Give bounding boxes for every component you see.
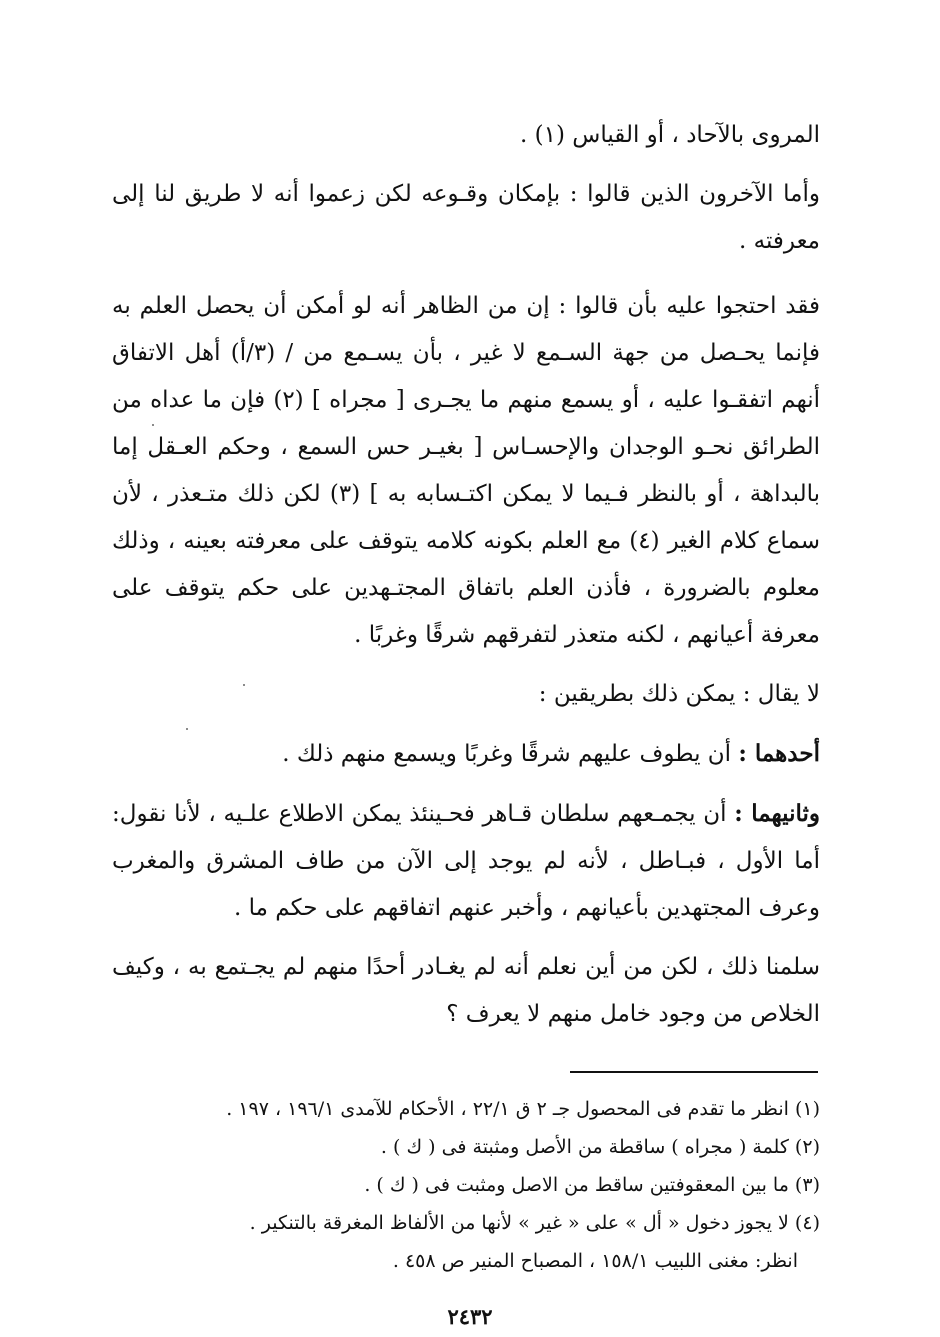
scan-speck	[186, 728, 188, 730]
scan-speck	[243, 684, 245, 686]
paragraph-7: سلمنا ذلك ، لكن من أين نعلم أنه لم يغـادر أحدًا منهم لم يجـتمع به ، وكيف الخلاص من وجود خامل منهم لا يعرف ؟	[112, 954, 820, 1027]
footnote-3: (٣) ما بين المعقوفتين ساقط من الاصل ومثبت فى ( ك ) .	[364, 1174, 820, 1196]
footnote-4: (٤) لا يجوز دخول « أل » على « غير » لأنها من الألفاظ المغرقة بالتنكير .	[249, 1212, 820, 1234]
page-number: ٢٤٣٢	[447, 1304, 493, 1329]
paragraph-5	[112, 730, 820, 778]
footnote-4-continuation: انظر: مغنى اللبيب ١٥٨/١ ، المصباح المنير ص ٤٥٨ .	[392, 1250, 798, 1272]
footnotes	[112, 1090, 820, 1280]
footnote-separator	[570, 1071, 818, 1073]
scan-speck	[152, 424, 154, 426]
paragraph-3: فقد احتجوا عليه بأن قالوا : إن من الظاهر أنه لو أمكن أن يحصل العلم به فإنما يحـصل من جهة السـمع لا غير ، بأن يسـمع من / (٣/أ) أهل الاتفاق أنهم اتفقـوا عليه ، أو يسمع منهم ما يجـرى [ مجراه ] (٢) فإن ما عداه من الطرائق نحـو الوجدان والإحسـاس [ بغيـر حس السمع ، وحكم العـقل إما بالبداهة ، أو بالنظر فـيما لا يمكن اكتـسابه به ] (٣) لكن ذلك متـعذر ، لأن سماع كلام الغير (٤) مع العلم بكونه كلامه يتوقف على معرفته بعينه ، وذلك معلوم بالضرورة ، فأذن العلم باتفاق المجتـهدين على حكم يتوقف على معرفة أعيانهم ، لكنه متعذر لتفرقهم شرقًا وغربًا .	[112, 293, 820, 648]
footnote-2: (٢) كلمة ( مجراه ) ساقطة من الأصل ومثبتة فى ( ك ) .	[380, 1136, 820, 1158]
paragraph-5-lead: أحدهما :	[738, 740, 820, 767]
paragraph-1: المروى بالآحاد ، أو القياس (١) .	[520, 122, 820, 148]
footnote-1: (١) انظر ما تقدم فى المحصول جـ ٢ ق ٢٢/١ ، الأحكام للآمدى ١٩٦/١ ، ١٩٧ .	[226, 1098, 820, 1120]
main-text	[112, 112, 820, 1038]
paragraph-6	[112, 790, 820, 932]
paragraph-2: وأما الآخرون الذين قالوا : بإمكان وقـوعه لكن زعموا أنه لا طريق لنا إلى معرفته .	[112, 181, 820, 254]
paragraph-4: لا يقال : يمكن ذلك بطريقين :	[538, 681, 820, 707]
paragraph-5-text: أن يطوف عليهم شرقًا وغربًا ويسمع منهم ذلك .	[282, 741, 739, 767]
paragraph-6-lead: وثانيهما :	[734, 800, 820, 827]
paragraph-6-text: أن يجمـعهم سلطان قـاهر فحـينئذ يمكن الاطلاع علـيه ، لأنا نقول: أما الأول ، فبـاطل ، لأنه لم يوجد إلى الآن من طاف المشرق والمغرب وعرف المجتهدين بأعيانهم ، وأخبر عنهم اتفاقهم على حكم ما .	[112, 801, 821, 921]
